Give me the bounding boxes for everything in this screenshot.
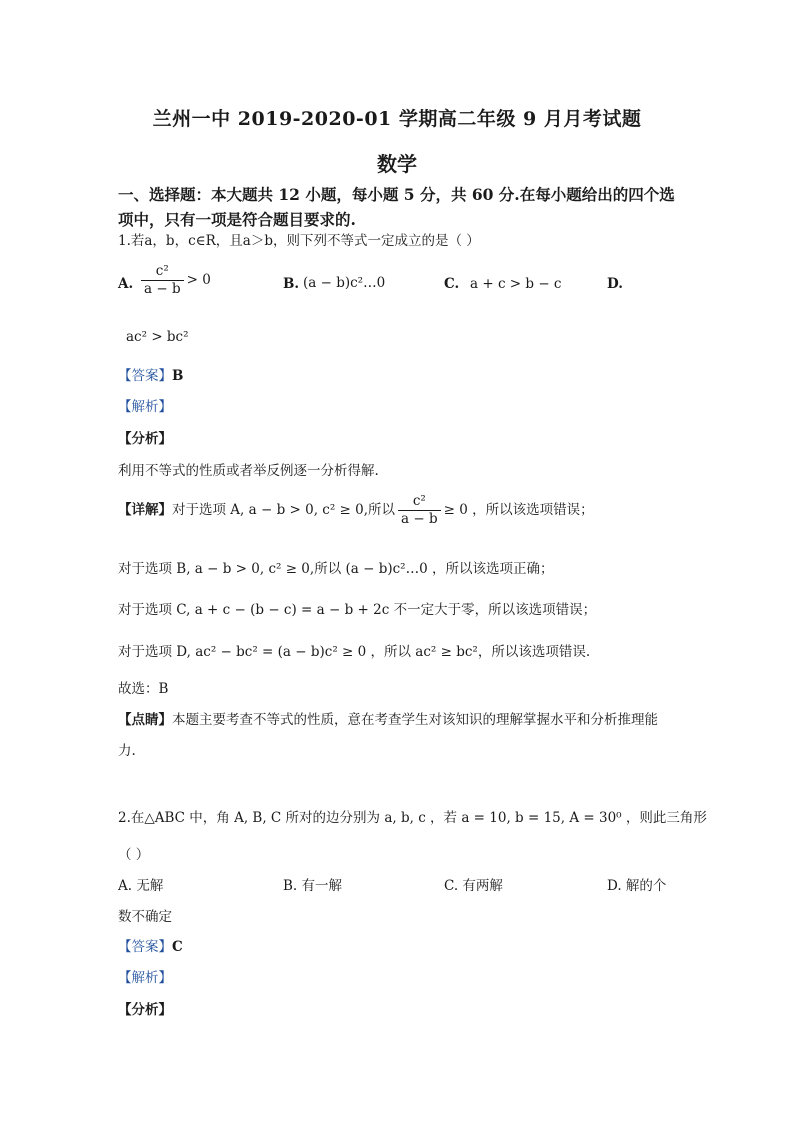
q1-option-c-label: C. <box>444 276 460 292</box>
q1-option-a-denominator: a − b <box>144 281 181 297</box>
q1-detail-a-fraction <box>398 493 441 528</box>
q1-option-a-fraction <box>141 263 184 298</box>
q1-detail-a <box>118 493 594 528</box>
q2-answer-tag: 【答案】 <box>118 939 172 955</box>
q2-option-a: A. 无解 <box>118 878 164 894</box>
section-heading: 一、选择题：本大题共 12 小题，每小题 5 分，共 60 分.在每小题给出的四个选项中，只有一项是符合题目要求的. <box>118 185 675 229</box>
q1-dianjing-tag: 【点睛】 <box>118 712 172 728</box>
q1-answer-tag: 【答案】 <box>118 368 172 384</box>
q1-option-d-expr: ac² > bc² <box>126 329 189 345</box>
q2-option-d-continued: 数不确定 <box>118 909 172 925</box>
q1-conclusion: 故选：B <box>118 681 169 697</box>
q1-dianjing-text1: 本题主要考查不等式的性质，意在考查学生对该知识的理解掌握水平和分析推理能 <box>172 712 658 728</box>
q1-answer-value: B <box>172 368 184 384</box>
q2-stem: 2.在△ABC 中，角 A, B, C 所对的边分别为 a, b, c ，若 a = 10, b = 15, A = 30⁰ ，则此三角形 <box>118 810 707 826</box>
q2-jiexi-tag: 【解析】 <box>118 970 172 986</box>
q1-answer <box>118 364 183 384</box>
q1-detail-tag: 【详解】 <box>118 502 172 518</box>
q1-fenxi-text: 利用不等式的性质或者举反例逐一分析得解. <box>118 463 379 479</box>
q1-option-a-label: A. <box>118 276 134 292</box>
q1-option-a-expr <box>138 263 211 298</box>
q1-option-a-numerator: c² <box>141 263 184 281</box>
document-title: 兰州一中 2019-2020-01 学期高二年级 9 月月考试题 <box>152 108 642 130</box>
q2-fenxi-tag: 【分析】 <box>118 1002 172 1018</box>
q1-option-c-expr: a + c > b − c <box>470 276 562 292</box>
q1-option-b-expr: (a − b)c²…0 <box>303 275 386 291</box>
q1-detail-a-numerator: c² <box>398 493 441 511</box>
q2-answer-value: C <box>172 939 183 955</box>
subject-heading: 数学 <box>377 152 417 176</box>
q1-option-a-tail: > 0 <box>186 272 211 288</box>
q2-option-c: C. 有两解 <box>444 878 503 894</box>
q1-detail-b: 对于选项 B, a − b > 0, c² ≥ 0,所以 (a − b)c²…0 ，所以该选项正确； <box>118 561 554 577</box>
q1-dianjing-line1 <box>118 708 658 728</box>
q1-detail-a-denominator: a − b <box>401 511 438 527</box>
q1-jiexi-tag: 【解析】 <box>118 399 172 415</box>
q1-detail-a-pre: 对于选项 A, a − b > 0, c² ≥ 0,所以 <box>172 502 396 518</box>
q1-detail-c: 对于选项 C, a + c − (b − c) = a − b + 2c 不一定大于零，所以该选项错误； <box>118 602 597 618</box>
q2-answer <box>118 935 183 955</box>
q1-option-b-label: B. <box>283 276 300 292</box>
q1-detail-d: 对于选项 D, ac² − bc² = (a − b)c² ≥ 0 ，所以 ac² ≥ bc²，所以该选项错误. <box>118 644 591 660</box>
q1-dianjing-line2: 力. <box>118 743 136 759</box>
q1-detail-a-post: ≥ 0 ，所以该选项错误； <box>443 502 594 518</box>
q1-option-d-label: D. <box>607 276 623 292</box>
q2-paren: （ ） <box>118 847 150 863</box>
q1-fenxi-tag: 【分析】 <box>118 431 172 447</box>
q2-option-b: B. 有一解 <box>283 878 343 894</box>
q1-stem: 1.若a，b，c∈R，且a＞b，则下列不等式一定成立的是（ ） <box>118 233 480 249</box>
q2-option-d: D. 解的个 <box>607 878 667 894</box>
